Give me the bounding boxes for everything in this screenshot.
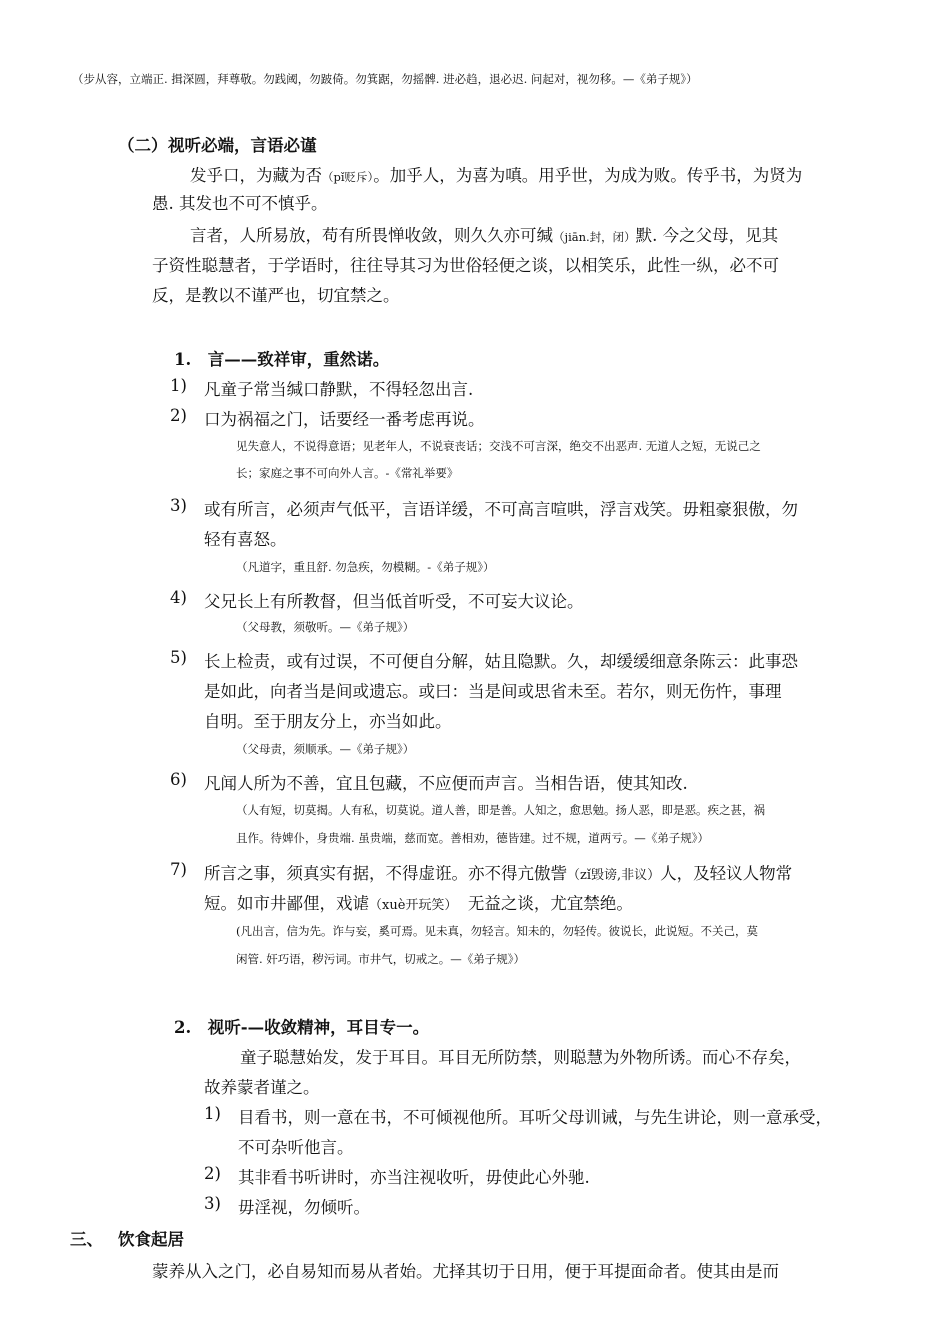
item-number: 6) [170,770,187,789]
list-item: 短。如市井鄙俚，戏谑（xuè开玩笑） 无益之谈，尤宜禁绝。 [204,894,633,913]
citation-note: （父母教，须敬听。—《弟子规》） [236,620,415,634]
top-quote: （步从容，立端正. 揖深圆，拜尊敬。勿践阈，勿跛倚。勿箕踞，勿摇髀. 进必趋，退必迟. 问起对，视勿移。—《弟子规》） [72,72,698,86]
list-item: 长上检责，或有过误，不可便自分解，姑且隐默。久，却缓缓细意条陈云：此事恐 [204,652,798,671]
paragraph-line: 故养蒙者谨之。 [204,1078,320,1097]
item-number: 4) [170,588,187,607]
item-number: 3) [170,496,187,515]
list-item: 轻有喜怒。 [204,530,287,549]
paragraph-line: 愚. 其发也不可不慎乎。 [152,194,328,213]
list-item: 凡闻人所为不善，宜且包藏，不应便而声言。当相告语，使其知改. [204,774,688,793]
pinyin-note: （jiān.封，闭） [553,230,636,244]
item-number: 2) [204,1164,221,1183]
list-item: 毋淫视，勿倾听。 [238,1198,370,1217]
citation-note: 且作。待婢仆，身贵端. 虽贵端，慈而宽。善相劝，德皆建。过不规，道两亏。—《弟子规》） [236,831,710,845]
pinyin-note: （pǐ贬斥） [322,170,374,184]
item-number: 5) [170,648,187,667]
list-item: 自明。至于朋友分上，亦当如此。 [204,712,452,731]
paragraph-line: 言者，人所易放，苟有所畏惮收敛，则久久亦可缄（jiān.封，闭）默. 今之父母，见其 [190,226,779,245]
list-item: 不可杂听他言。 [238,1138,354,1157]
pinyin-note: （xuè开玩笑） [369,898,458,913]
citation-note: (凡出言，信为先。诈与妄，奚可焉。见未真，勿轻言。知未的，勿轻传。彼说长，此说短。不关己，莫 [236,924,758,938]
citation-note: 长；家庭之事不可向外人言。-《常礼举要》 [236,466,459,480]
paragraph-line: 发乎口，为藏为否（pǐ贬斥）。加乎人，为喜为嗔。用乎世，为成为败。传乎书，为贤为 [190,166,803,185]
list-item: 其非看书听讲时，亦当注视收听，毋使此心外驰. [238,1168,590,1187]
list-item: 凡童子常当缄口静默，不得轻忽出言. [204,380,474,399]
section-number: （二） [118,136,168,155]
citation-note: 闲管. 奸巧语，秽污词。市井气，切戒之。—《弟子规》） [236,952,526,966]
item-number: 1) [204,1104,221,1123]
section-title: 视听必端，言语必谨 [168,136,317,155]
paragraph-line: 反，是教以不谨严也，切宜禁之。 [152,286,400,305]
paragraph-line: 蒙养从入之门，必自易知而易从者始。尤择其切于日用，便于耳提面命者。使其由是而 [152,1262,779,1281]
item-number: 3) [204,1194,221,1213]
list-item: 或有所言，必须声气低平，言语详缓，不可高言喧哄，浮言戏笑。毋粗豪狠傲，勿 [204,500,798,519]
item-number: 1) [170,376,187,395]
item-number: 2) [170,406,187,425]
list-item: 是如此，向者当是间或遗忘。或曰：当是间或思省未至。若尔，则无伤忤，事理 [204,682,782,701]
pinyin-note: （zǐ毁谤,非议） [567,868,661,883]
subsection-heading: 1. 言——致祥审，重然诺。 [174,350,390,369]
list-item: 所言之事，须真实有据，不得虚诳。亦不得亢傲訾（zǐ毁谤,非议）人，及轻议人物常 [204,864,793,883]
section-number: 三、 [70,1230,103,1249]
citation-note: （人有短，切莫揭。人有私，切莫说。道人善，即是善。人知之，愈思勉。扬人恶，即是恶。疾之甚，祸 [236,803,765,817]
list-item: 口为祸福之门，话要经一番考虑再说。 [204,410,485,429]
list-item: 父兄长上有所教督，但当低首听受，不可妄大议论。 [204,592,584,611]
citation-note: （凡道字，重且舒. 勿急疾，勿模糊。-《弟子规》） [236,560,495,574]
subsection-heading: 2. 视听-—收敛精神，耳目专一。 [174,1018,430,1037]
section-title: 饮食起居 [118,1230,184,1249]
citation-note: （父母责，须顺承。—《弟子规》） [236,742,415,756]
paragraph-line: 童子聪慧始发，发于耳目。耳目无所防禁，则聪慧为外物所诱。而心不存矣， [240,1048,801,1067]
list-item: 目看书，则一意在书，不可倾视他所。耳听父母训诫，与先生讲论，则一意承受， [238,1108,832,1127]
item-number: 7) [170,860,187,879]
paragraph-line: 子资性聪慧者，于学语时，往往导其习为世俗轻便之谈，以相笑乐，此性一纵，必不可 [152,256,779,275]
citation-note: 见失意人，不说得意语；见老年人，不说衰丧话；交浅不可言深，绝交不出恶声. 无道人之短，无说己之 [236,439,761,453]
